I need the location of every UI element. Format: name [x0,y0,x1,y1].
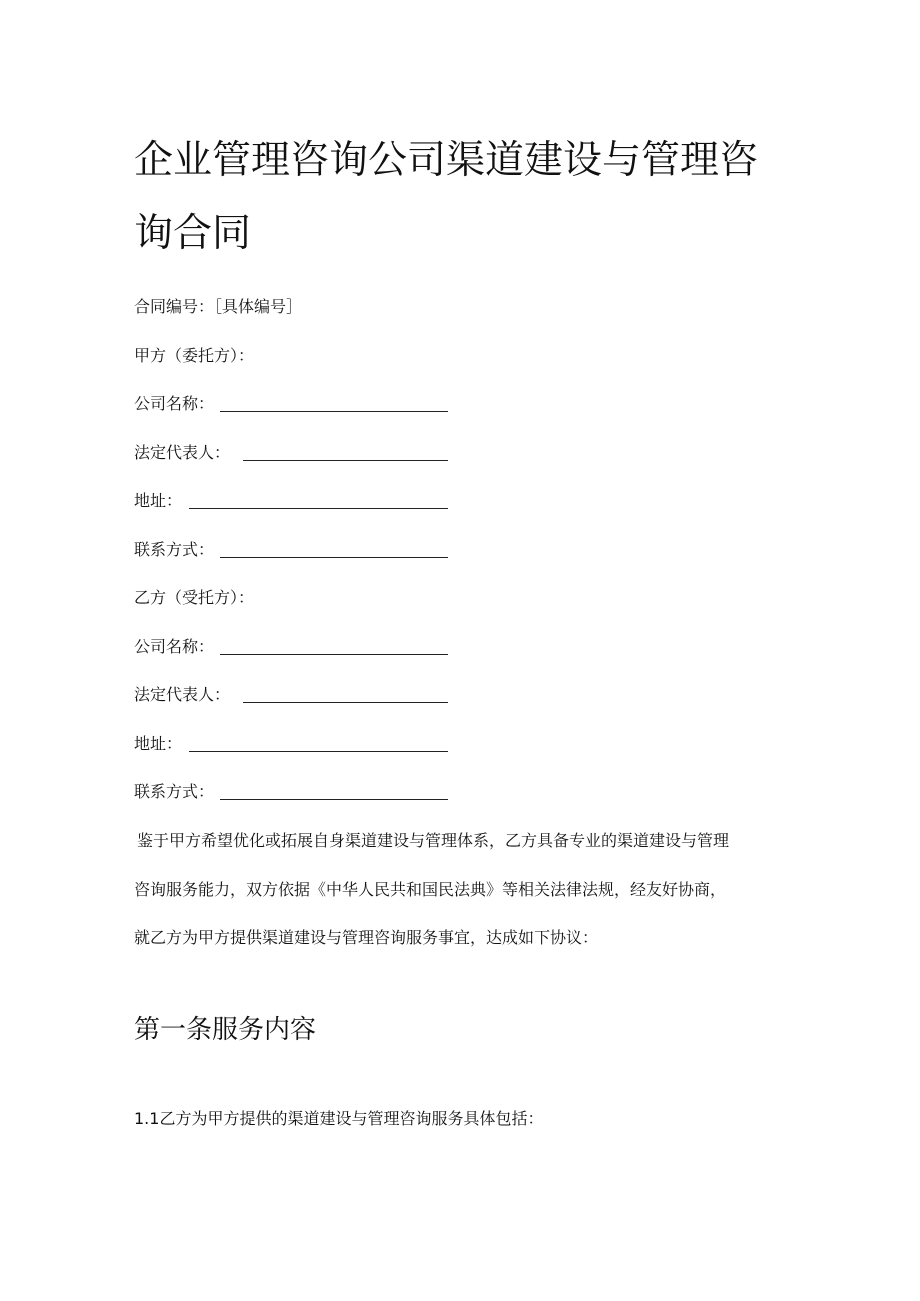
party-b-contact-blank[interactable] [220,799,448,800]
party-a-company-blank[interactable] [220,411,448,412]
party-b-address-blank[interactable] [189,751,448,752]
party-a-rep-label: 法定代表人： [134,443,231,462]
preamble-line-2: 咨询服务能力，双方依据《中华人民共和国民法典》等相关法律法规，经友好协商， [134,880,727,899]
party-a-address-label: 地址： [134,491,183,510]
party-b-address-label: 地址： [134,734,183,753]
party-a-address-blank[interactable] [189,508,448,509]
party-b-rep-label: 法定代表人： [134,685,231,704]
section-1-heading: 第一条服务内容 [134,1015,317,1045]
party-a-heading: 甲方（委托方）： [134,346,255,365]
preamble-line-3: 就乙方为甲方提供渠道建设与管理咨询服务事宜，达成如下协议： [134,928,599,947]
party-b-contact-label: 联系方式： [134,782,215,801]
document-title: 企业管理咨询公司渠道建设与管理咨询合同 [134,138,759,256]
party-a-contact-blank[interactable] [220,557,448,558]
party-a-rep-blank[interactable] [243,460,448,461]
clause-1-1: 1.1乙方为甲方提供的渠道建设与管理咨询服务具体包括： [134,1109,544,1128]
contract-number: 合同编号：［具体编号］ [134,297,303,316]
party-b-heading: 乙方（受托方）： [134,588,255,607]
party-b-company-blank[interactable] [220,654,448,655]
party-a-company-label: 公司名称： [134,394,215,413]
party-b-rep-blank[interactable] [243,702,448,703]
party-b-company-label: 公司名称： [134,637,215,656]
party-a-contact-label: 联系方式： [134,540,215,559]
preamble-line-1: 鉴于甲方希望优化或拓展自身渠道建设与管理体系，乙方具备专业的渠道建设与管理 [137,831,730,850]
